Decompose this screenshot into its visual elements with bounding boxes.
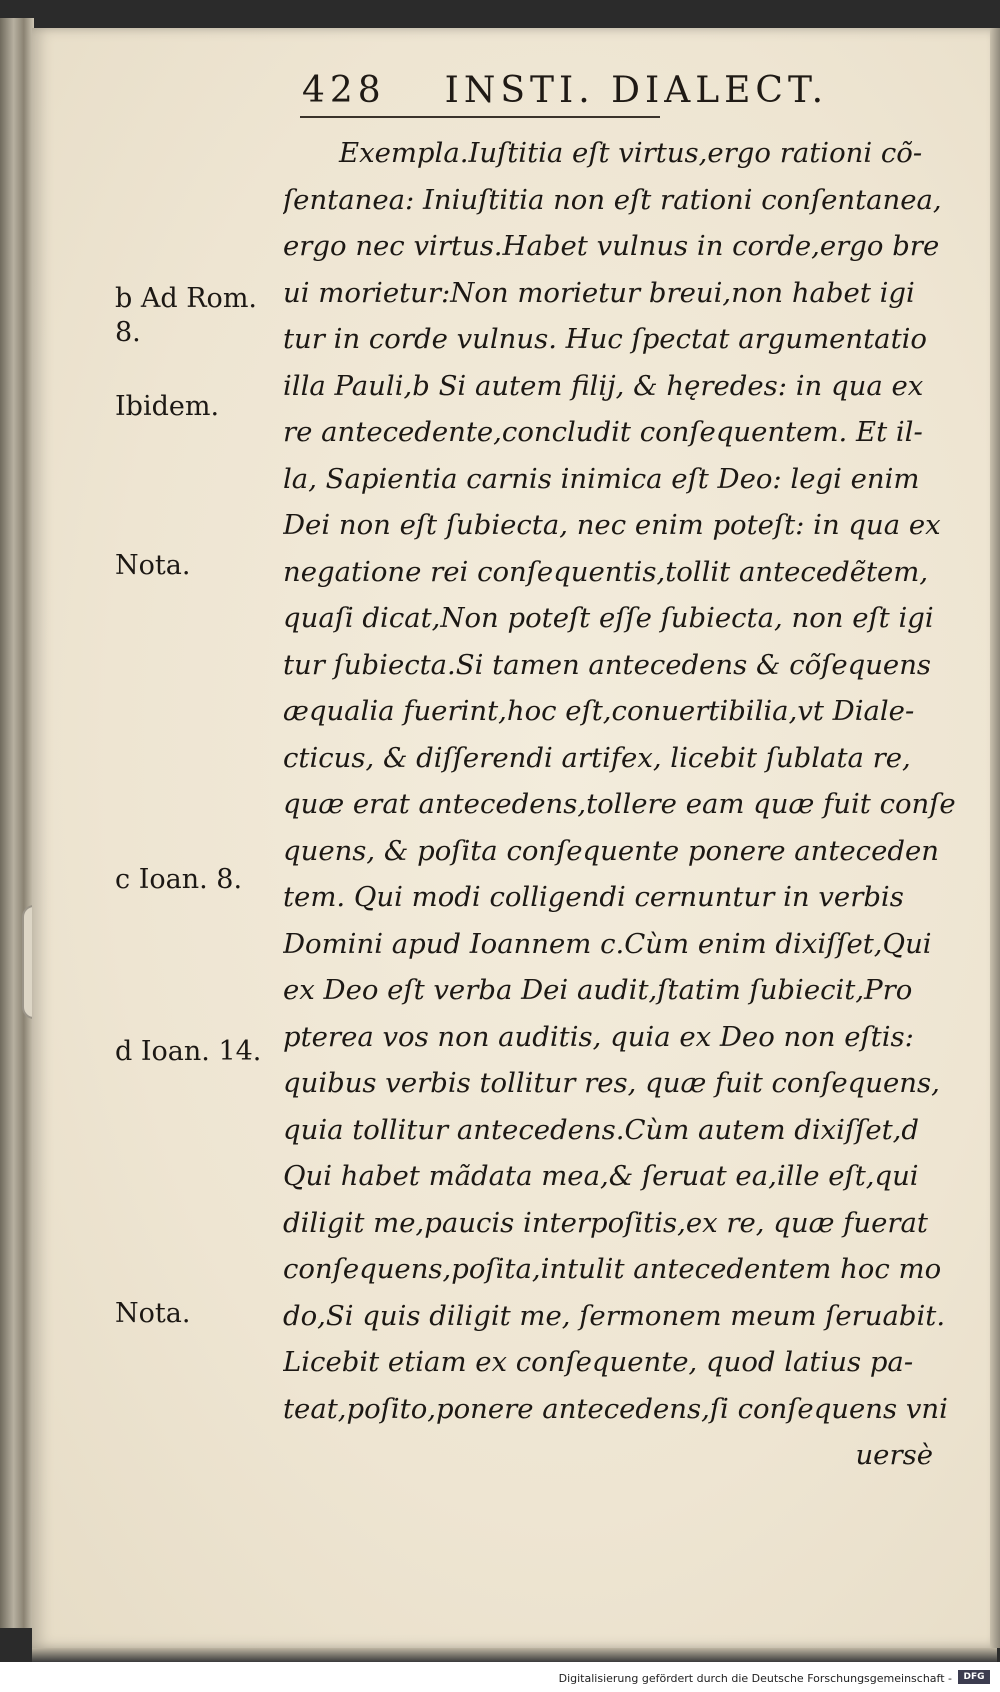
page-bottom-edge [32, 1648, 997, 1662]
digitization-credit: Digitalisierung gefördert durch die Deutsche Forschungsgemeinschaft - [558, 1672, 952, 1685]
text-line: tem. Qui modi colligendi cernuntur in verbis [283, 881, 904, 913]
text-line: teat,poſito,ponere antecedens,ſi conſequens vni [283, 1392, 948, 1425]
text-line: conſequens,poſita,intulit antecedentem hoc mo [283, 1253, 942, 1285]
margin-note-nota: Nota. [115, 1298, 191, 1329]
text-line: la, Sapientia carnis inimica eſt Deo: legi enim [283, 462, 920, 495]
text-line: quæ erat antecedens,tollere eam quæ fuit conſe [283, 788, 956, 820]
text-line: negatione rei conſequentis,tollit antecedẽtem, [283, 555, 929, 588]
text-line: Licebit etiam ex conſequente, quod latius pa- [283, 1346, 914, 1378]
text-line: ergo nec virtus.Habet vulnus in corde,ergo bre [283, 230, 940, 262]
margin-note-nota: Nota. [115, 550, 191, 581]
catchword: uersè [855, 1439, 933, 1471]
text-line: ui morietur:Non morietur breui,non habet igi [283, 276, 915, 309]
text-line: pterea vos non auditis, quia ex Deo non eſtis: [283, 1020, 914, 1053]
text-line: ex Deo eſt verba Dei audit,ſtatim ſubiecit,Pro [283, 974, 913, 1006]
text-line: quaſi dicat,Non poteſt eſſe ſubiecta, non eſt igi [283, 602, 934, 634]
running-title: INSTI. DIALECT. [444, 70, 829, 111]
dfg-logo: DFG [958, 1670, 990, 1684]
text-line: Exempla.Iuſtitia eſt virtus,ergo rationi cõ- [339, 137, 923, 169]
margin-note-ad-rom: b Ad Rom. [115, 283, 258, 314]
text-line: quibus verbis tollitur res, quæ fuit conſequens, [283, 1067, 940, 1099]
text-line: re antecedente,concludit conſequentem. Et il- [283, 416, 923, 448]
text-line: diligit me,paucis interpoſitis,ex re, quæ fuerat [283, 1206, 928, 1239]
text-line: Dei non eſt ſubiecta, nec enim poteſt: in qua ex [283, 509, 941, 541]
running-header [302, 70, 902, 122]
text-line: tur in corde vulnus. Huc ſpectat argumentatio [283, 323, 927, 355]
text-line: do,Si quis diligit me, ſermonem meum ſeruabit. [283, 1299, 946, 1332]
text-line: tur ſubiecta.Si tamen antecedens & cõſequens [283, 648, 932, 681]
text-line: æqualia fuerint,hoc eſt,conuertibilia,vt Diale- [283, 695, 915, 727]
text-line: Domini apud Ioannem c.Cùm enim dixiſſet,Qui [283, 927, 932, 960]
text-line: cticus, & diſſerendi artifex, licebit ſublata re, [283, 741, 911, 774]
book-spine-edge [0, 18, 34, 1628]
text-line: Qui habet mãdata mea,& ſeruat ea,ille eſt,qui [283, 1160, 919, 1192]
margin-note-ibidem: Ibidem. [115, 391, 220, 422]
page-right-edge [990, 28, 1000, 1648]
header-rule [300, 116, 660, 118]
margin-note-chapter-8: 8. [115, 317, 141, 348]
page-number: 428 [302, 70, 386, 111]
margin-note-ioan-8: c Ioan. 8. [115, 864, 243, 895]
text-line: illa Pauli,b Si autem filij, & hęredes: in qua ex [283, 369, 924, 402]
margin-note-ioan-14: d Ioan. 14. [115, 1036, 262, 1067]
text-line: ſentanea: Iniuſtitia non eſt rationi conſentanea, [283, 183, 942, 216]
text-line: quia tollitur antecedens.Cùm autem dixiſſet,d [283, 1113, 919, 1146]
body-text [283, 130, 988, 1479]
text-line: quens, & poſita conſequente ponere anteceden [283, 834, 939, 867]
